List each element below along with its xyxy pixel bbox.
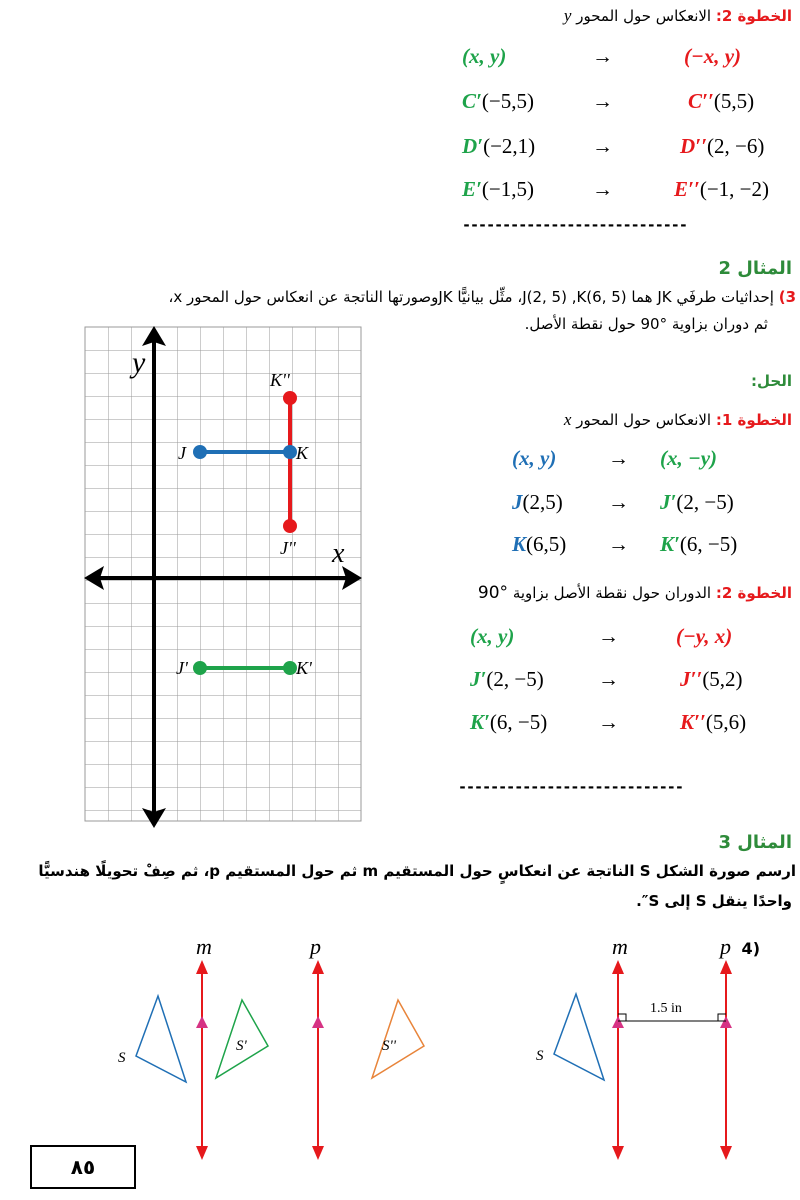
label-S-right: S (536, 1048, 544, 1064)
point-K1 (283, 661, 297, 675)
label-m-right: m (612, 934, 628, 959)
example3-problem-line1: ارسم صورة الشكل S الناتجة عن انعكاسٍ حول المستقيم m ثم حول المستقيم p، ثم صِفْ تحويلًا هندسيًّا (38, 862, 796, 880)
rule-right-wrap (684, 44, 741, 69)
arrow: → (592, 134, 613, 158)
point-label: C′ (462, 89, 482, 113)
point-J1 (193, 661, 207, 675)
label-K: K (296, 443, 309, 463)
triangle-S2 (372, 1000, 424, 1078)
rule-row (462, 44, 506, 69)
map-row-right (680, 667, 743, 692)
example2-title: المثال 2 (718, 258, 792, 279)
label-K2: K'' (270, 370, 290, 390)
distance-label: 1.5 in (650, 1001, 682, 1016)
label-m-left: m (196, 934, 212, 959)
label-S2: S'' (382, 1038, 396, 1054)
point-label: E′ (462, 177, 482, 201)
point-K (283, 445, 297, 459)
coord: (−5,5) (481, 89, 535, 113)
step-label: الخطوة 2: (715, 584, 792, 602)
solution-label: الحل: (751, 372, 792, 390)
point-label: C′′ (688, 89, 714, 113)
coord: (5,2) (702, 667, 743, 691)
point-label: D′ (462, 134, 484, 158)
point-J2 (283, 519, 297, 533)
reflection-figures (0, 928, 800, 1160)
label-S1: S' (236, 1038, 247, 1054)
step-label: الخطوة 2: (715, 7, 792, 25)
point-K2 (283, 391, 297, 405)
section-divider: ---------------------------- (458, 778, 683, 796)
point-label: D′′ (680, 134, 707, 158)
coord: (2, −5) (676, 490, 734, 514)
coord: (5,5) (713, 89, 755, 113)
problem-line1: إحداثيات طرفَي JK هما J(2, 5) ,K(6, 5)، مثِّل بيانيًّا JKوصورتها الناتجة عن انعكاس حول المحور x، (168, 288, 774, 306)
coord: (2, −6) (706, 134, 765, 158)
page-number: ٨٥ (30, 1145, 136, 1189)
problem-number: 3) (778, 288, 796, 306)
label-J: J (178, 443, 186, 463)
point-label: J′ (470, 667, 487, 691)
arrow: → (608, 490, 629, 514)
triangle-S-left (136, 996, 186, 1082)
coord: (2, −5) (486, 667, 544, 691)
rule-left (470, 624, 514, 649)
point-label: K′ (470, 710, 490, 734)
coord: (5,6) (705, 710, 747, 734)
map-row (462, 89, 534, 114)
example3-title: المثال 3 (718, 832, 792, 853)
map-row (512, 532, 566, 557)
axis-var: x (563, 410, 572, 429)
label-J1: J' (176, 658, 188, 678)
map-row-right (680, 134, 764, 159)
point-label: K′ (660, 532, 680, 556)
coord: (6, −5) (489, 710, 548, 734)
step-text: الدوران حول نقطة الأصل بزاوية (512, 584, 712, 602)
arrow: → (598, 710, 619, 734)
coord: (−2,1) (483, 134, 536, 158)
point-label: J′ (660, 490, 677, 514)
rule-left-text: (x, y) (512, 446, 557, 470)
coord: (6, −5) (679, 532, 738, 556)
point-label: K′′ (680, 710, 706, 734)
example3-problem-line2: واحدًا ينقل S إلى S″. (636, 892, 792, 910)
label-p-left: p (310, 934, 321, 959)
rule-right-text: (−y, x) (676, 624, 733, 648)
label-J2: J'' (280, 538, 296, 558)
problem-line2: ثم دوران بزاوية °90 حول نقطة الأصل. (524, 315, 768, 333)
step2-heading (478, 583, 792, 603)
arrow: → (592, 44, 613, 68)
step-label: الخطوة 1: (715, 411, 792, 429)
angle: °90 (477, 583, 509, 603)
map-row (470, 710, 547, 735)
point-J (193, 445, 207, 459)
map-row (512, 490, 563, 515)
arrow: → (592, 177, 613, 201)
exercise-number: (4 (741, 939, 760, 958)
coord: (2,5) (522, 490, 563, 514)
axis-var: y (563, 6, 572, 25)
label-p-right: p (720, 934, 731, 959)
map-row-right (660, 490, 734, 515)
example2-problem (0, 288, 796, 306)
rule-right (660, 446, 717, 471)
triangle-S-right (554, 994, 604, 1080)
arrow: → (598, 667, 619, 691)
point-label: J (512, 490, 523, 514)
rule-left: (x, y) (462, 44, 507, 68)
map-row-right (688, 89, 754, 114)
map-row-right (660, 532, 737, 557)
map-row (462, 134, 535, 159)
point-label: E′′ (674, 177, 700, 201)
arrow: → (608, 532, 629, 556)
step-text: الانعكاس حول المحور (576, 7, 712, 25)
map-row (470, 667, 544, 692)
step2-heading (564, 6, 792, 26)
coord: (6,5) (526, 532, 567, 556)
rule-left (512, 446, 556, 471)
point-label: J′′ (680, 667, 703, 691)
map-row-right (680, 710, 746, 735)
grid (85, 327, 361, 821)
label-S-left: S (118, 1050, 126, 1066)
arrow: → (608, 446, 629, 470)
coord: (−1,5) (481, 177, 535, 201)
y-axis-label: y (132, 346, 146, 379)
step-text: الانعكاس حول المحور (576, 411, 712, 429)
arrow: → (598, 624, 619, 648)
rule-right-text: (x, −y) (660, 446, 718, 470)
section-divider: ---------------------------- (462, 216, 687, 234)
point-label: K (512, 532, 527, 556)
map-row-right (674, 177, 769, 202)
step1-heading (564, 410, 792, 430)
coordinate-graph (80, 322, 370, 830)
x-axis-label: x (332, 538, 345, 569)
rule-right (676, 624, 732, 649)
rule-right: (−x, y) (684, 44, 742, 68)
arrow: → (592, 89, 613, 113)
label-K1: K' (296, 658, 312, 678)
coord: (−1, −2) (699, 177, 770, 201)
rule-left-text: (x, y) (470, 624, 515, 648)
map-row (462, 177, 534, 202)
